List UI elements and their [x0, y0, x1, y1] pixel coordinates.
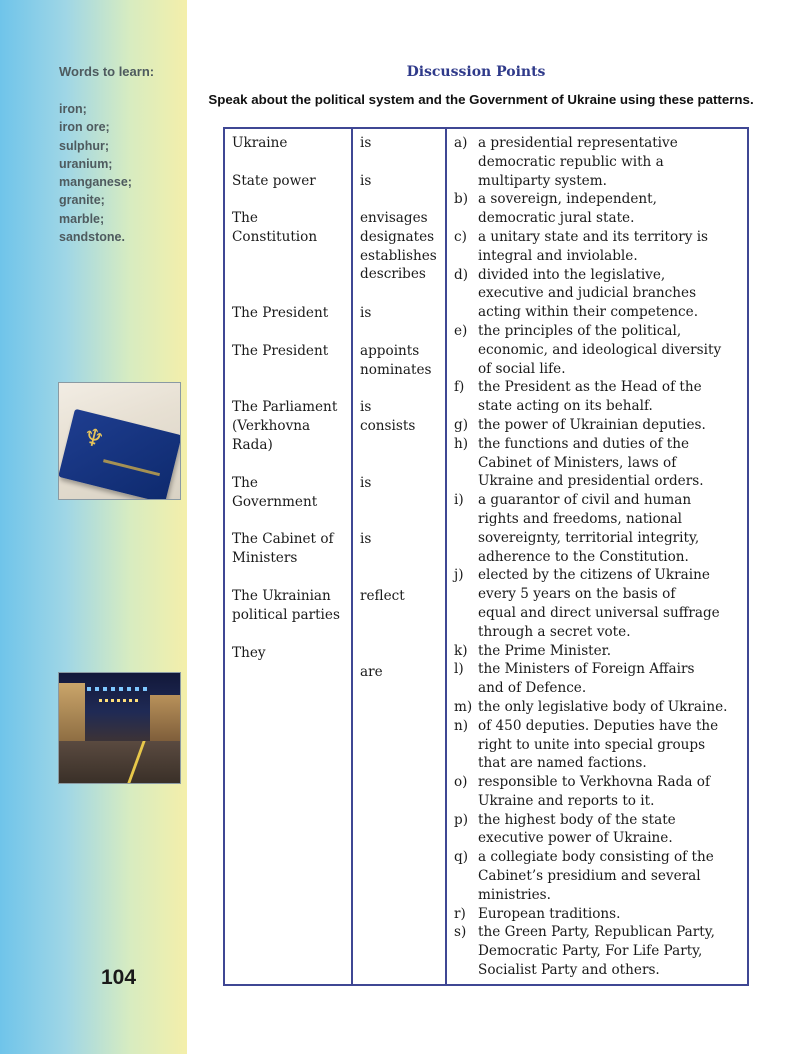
column-divider: [445, 129, 447, 984]
sidebar: [0, 0, 187, 1054]
page-heading: Discussion Points: [406, 64, 546, 80]
ending-letter: n): [454, 717, 469, 734]
passport-book: [58, 409, 181, 500]
ending-letter: m): [454, 698, 473, 715]
endings-list: [454, 134, 746, 980]
subject-cell: The Cabinet of Ministers: [232, 531, 334, 566]
subject-cell: The Constitution: [232, 210, 318, 245]
verb-cell: is: [360, 531, 372, 547]
word-item: iron ore;: [59, 120, 110, 135]
passport-cover-stripe: [103, 459, 160, 476]
city-street-photo: [58, 672, 181, 784]
verb-cell: reflect: [360, 588, 405, 604]
ending-item: [454, 811, 746, 849]
ending-letter: o): [454, 774, 468, 791]
ending-item: [454, 698, 746, 717]
verb-cell: is: [360, 305, 372, 321]
ending-letter: j): [454, 567, 464, 584]
verb-cell: is: [360, 475, 372, 491]
subject-cell: State power: [232, 173, 316, 189]
subject-cell: The Ukrainian political parties: [232, 588, 340, 623]
ending-text: the power of Ukrainian deputies.: [478, 416, 706, 433]
ending-item: [454, 566, 746, 641]
ending-letter: a): [454, 135, 468, 151]
ending-text: the Green Party, Republican Party, Democratic Party, For Life Party, Socialist Party and others.: [478, 924, 715, 979]
page-number: 104: [101, 966, 137, 989]
ending-letter: r): [454, 905, 466, 922]
ending-item: [454, 228, 746, 266]
building-right: [150, 695, 180, 745]
ending-item: [454, 322, 746, 378]
ending-letter: p): [454, 811, 469, 828]
verb-cell: is consists: [360, 399, 416, 434]
ending-text: a collegiate body consisting of the Cabinet’s presidium and several ministries.: [478, 849, 714, 903]
ending-item: [454, 642, 746, 661]
ending-text: responsible to Verkhovna Rada of Ukraine and reports to it.: [478, 774, 711, 809]
ending-letter: b): [454, 191, 469, 208]
subject-cell: The Government: [232, 475, 318, 510]
ending-text: of 450 deputies. Deputies have the right to unite into special groups that are named factions.: [478, 717, 719, 772]
word-item: marble;: [59, 211, 105, 226]
ending-item: [454, 773, 746, 811]
ending-item: [454, 190, 746, 228]
ending-letter: c): [454, 228, 467, 245]
word-item: uranium;: [59, 156, 113, 171]
ending-item: [454, 416, 746, 435]
verb-cell: is: [360, 173, 372, 189]
ending-letter: f): [454, 379, 465, 396]
ending-letter: i): [454, 492, 464, 509]
passport-photo: [58, 382, 181, 500]
word-item: sulphur;: [59, 138, 109, 153]
subject-cell: The Parliament (Verkhovna Rada): [232, 399, 338, 453]
ending-text: a unitary state and its territory is integral and inviolable.: [478, 228, 709, 264]
subject-cell: The President: [232, 305, 329, 321]
ending-text: the functions and duties of the Cabinet of Ministers, laws of Ukraine and presidential orders.: [478, 435, 704, 490]
ending-text: a sovereign, independent, democratic jural state.: [478, 191, 657, 227]
word-item: sandstone.: [59, 230, 125, 245]
ending-item: [454, 660, 746, 698]
ending-item: [454, 134, 746, 190]
subject-cell: Ukraine: [232, 135, 288, 151]
column-divider: [351, 129, 353, 984]
ending-letter: k): [454, 642, 468, 659]
ending-text: the highest body of the state executive power of Ukraine.: [478, 811, 676, 847]
ending-text: elected by the citizens of Ukraine every 5 years on the basis of equal and direct universal suffrage through a secret vote.: [478, 567, 720, 640]
instruction-text: Speak about the political system and the Government of Ukraine using these patterns.: [208, 92, 754, 107]
patterns-table: [223, 127, 749, 986]
building-left: [59, 683, 85, 745]
ending-text: European traditions.: [478, 905, 621, 922]
ending-letter: e): [454, 322, 468, 339]
ending-text: the principles of the political, economic, and ideological diversity of social life.: [478, 322, 722, 377]
ending-text: a presidential representative democratic republic with a multiparty system.: [478, 135, 678, 189]
ending-letter: g): [454, 416, 469, 433]
ending-text: the President as the Head of the state acting on its behalf.: [478, 379, 702, 415]
verb-cell: is: [360, 135, 372, 151]
verb-cell: are: [360, 664, 383, 680]
ending-text: the Ministers of Foreign Affairs and of Defence.: [478, 661, 695, 697]
verb-cell: appoints nominates: [360, 343, 432, 378]
word-item: iron;: [59, 102, 87, 116]
ending-item: [454, 717, 746, 773]
ending-item: [454, 378, 746, 416]
word-item: granite;: [59, 193, 105, 208]
words-list: [59, 100, 132, 246]
ending-item: [454, 266, 746, 322]
trident-emblem-icon: ♆: [79, 421, 108, 455]
street-lights: [87, 687, 149, 691]
ending-letter: q): [454, 849, 469, 866]
ending-letter: d): [454, 266, 469, 283]
ending-text: the only legislative body of Ukraine.: [478, 698, 728, 715]
verb-cell: envisages designates establishes describes: [360, 210, 437, 283]
ending-item: [454, 491, 746, 566]
ending-item: [454, 905, 746, 924]
ending-item: [454, 848, 746, 904]
subject-cell: The President: [232, 343, 329, 359]
street-road: [59, 741, 180, 783]
word-item: manganese;: [59, 175, 132, 190]
ending-text: the Prime Minister.: [478, 642, 612, 659]
ending-item: [454, 435, 746, 491]
ending-text: divided into the legislative, executive and judicial branches acting within their competence.: [478, 266, 699, 321]
words-to-learn-title: Words to learn:: [59, 64, 155, 79]
ending-text: a guarantor of civil and human rights and freedoms, national sovereignty, territorial integrity, adherence to the Constitution.: [478, 492, 700, 565]
ending-letter: h): [454, 435, 469, 452]
ending-letter: s): [454, 924, 467, 941]
subject-cell: They: [232, 645, 266, 661]
street-lights-far: [99, 699, 141, 702]
ending-letter: l): [454, 661, 464, 678]
ending-item: [454, 923, 746, 979]
